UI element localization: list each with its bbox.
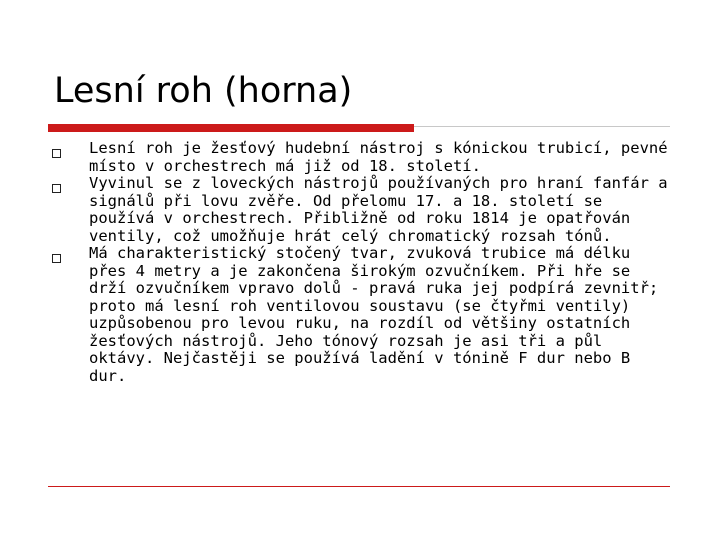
- bullet-list: [52, 140, 672, 385]
- bullet-item: [52, 140, 672, 175]
- bullet-item: [52, 175, 672, 245]
- footer-divider-line: [48, 486, 670, 487]
- bullet-text: Má charakteristický stočený tvar, zvuková trubice má délku přes 4 metry a je zakončena širokým ozvučníkem. Při hře se drží ozvučníkem vpravo dolů - pravá ruka jej podpírá zevnitř; proto má lesní roh ventilovou soustavu (se čtyřmi ventily) uzpůsobenou pro levou ruku, na rozdíl od většiny ostatních žesťových nástrojů. Jeho tónový rozsah je asi tři a půl oktávy. Nejčastěji se používá ladění v tónině F dur nebo B dur.: [89, 244, 659, 385]
- bullet-item: [52, 245, 672, 385]
- bullet-text: Lesní roh je žesťový hudební nástroj s kónickou trubicí, pevné místo v orchestrech má již od 18. století.: [89, 139, 668, 175]
- square-bullet-icon: [52, 254, 61, 263]
- bullet-text: Vyvinul se z loveckých nástrojů používaných pro hraní fanfár a signálů při lovu zvěře. Od přelomu 17. a 18. století se používá v orchestrech. Přibližně od roku 1814 je opatřován ventily, což umožňuje hrát celý chromatický rozsah tónů.: [89, 174, 668, 245]
- title-accent-bar: [48, 124, 414, 132]
- slide-title: Lesní roh (horna): [54, 71, 353, 111]
- square-bullet-icon: [52, 149, 61, 158]
- square-bullet-icon: [52, 184, 61, 193]
